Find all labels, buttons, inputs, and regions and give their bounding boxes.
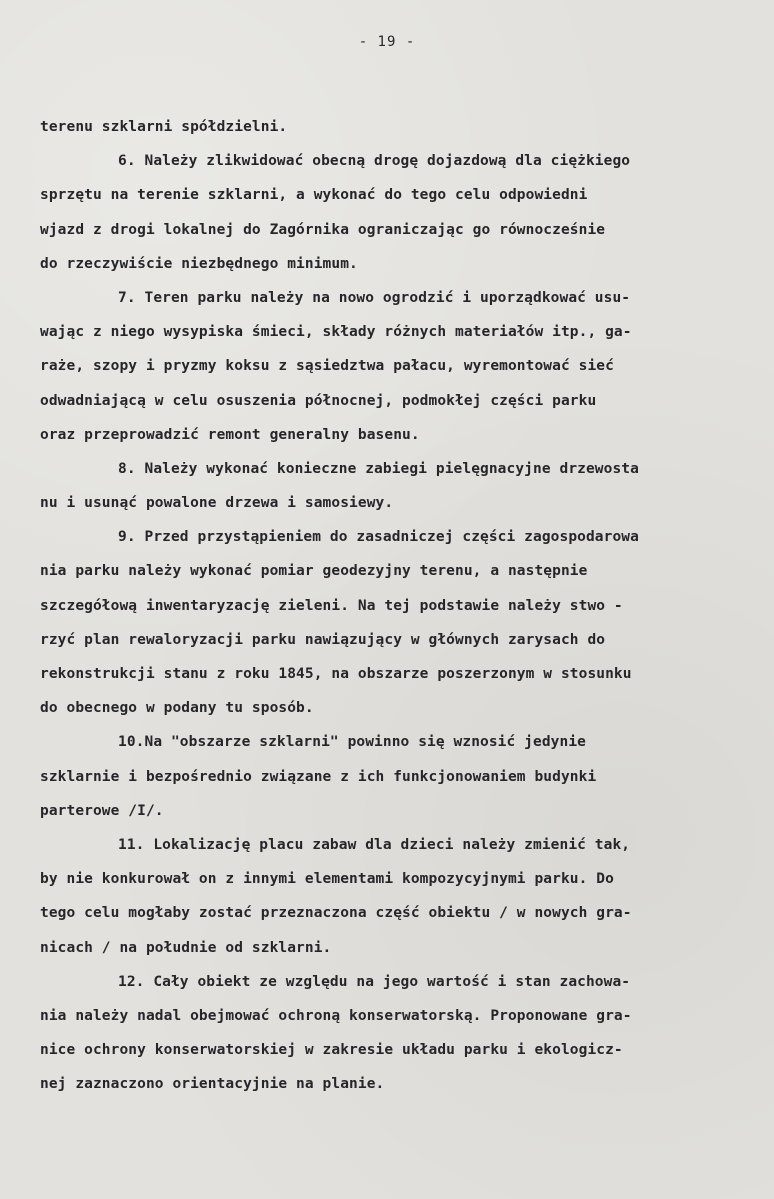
text-line: szklarnie i bezpośrednio związane z ich funkcjonowaniem budynki xyxy=(40,768,597,785)
text-line: wjazd z drogi lokalnej do Zagórnika ograniczając go równocześnie xyxy=(40,221,606,238)
paragraph-6-line: 6. Należy zlikwidować obecną drogę dojazdową dla ciężkiego xyxy=(118,153,631,170)
document-body xyxy=(40,117,720,1108)
text-line: nice ochrony konserwatorskiej w zakresie układu parku i ekologicz- xyxy=(40,1042,623,1059)
paragraph-7-line: 7. Teren parku należy na nowo ogrodzić i uporządkować usu- xyxy=(118,289,631,306)
text-line: nej zaznaczono orientacyjnie na planie. xyxy=(40,1076,385,1093)
text-line: odwadniającą w celu osuszenia północnej, podmokłej części parku xyxy=(40,392,597,409)
paragraph-9-line: 9. Przed przystąpieniem do zasadniczej części zagospodarowa xyxy=(118,529,639,546)
paragraph-12-line: 12. Cały obiekt ze względu na jego wartość i stan zachowa- xyxy=(118,973,631,990)
text-line: rzyć plan rewaloryzacji parku nawiązujący w głównych zarysach do xyxy=(40,631,606,648)
text-line: nia parku należy wykonać pomiar geodezyjny terenu, a następnie xyxy=(40,563,588,580)
text-line: by nie konkurował on z innymi elementami kompozycyjnymi parku. Do xyxy=(40,871,614,888)
text-line: terenu szklarni spółdzielni. xyxy=(40,119,288,135)
text-line: szczegółową inwentaryzację zieleni. Na tej podstawie należy stwo - xyxy=(40,597,623,614)
paragraph-8-line: 8. Należy wykonać konieczne zabiegi pielęgnacyjne drzewosta xyxy=(118,460,639,477)
text-line: tego celu mogłaby zostać przeznaczona część obiektu / w nowych gra- xyxy=(40,905,632,922)
text-line: sprzętu na terenie szklarni, a wykonać do tego celu odpowiedni xyxy=(40,187,588,204)
text-line: rekonstrukcji stanu z roku 1845, na obszarze poszerzonym w stosunku xyxy=(40,666,632,682)
page-number: - 19 - xyxy=(358,34,416,50)
text-line: nicach / na południe od szklarni. xyxy=(40,939,332,956)
text-line: raże, szopy i pryzmy koksu z sąsiedztwa pałacu, wyremontować sieć xyxy=(40,358,614,375)
text-line: nia należy nadal obejmować ochroną konserwatorską. Proponowane gra- xyxy=(40,1007,632,1024)
text-line: oraz przeprowadzić remont generalny basenu. xyxy=(40,426,420,443)
text-line: do rzeczywiście niezbędnego minimum. xyxy=(40,255,358,272)
text-line: wając z niego wysypiska śmieci, składy różnych materiałów itp., ga- xyxy=(40,324,632,341)
paragraph-11-line: 11. Lokalizację placu zabaw dla dzieci należy zmienić tak, xyxy=(118,836,631,853)
text-line: do obecnego w podany tu sposób. xyxy=(40,700,314,717)
text-line: parterowe /I/. xyxy=(40,802,164,819)
text-line: nu i usunąć powalone drzewa i samosiewy. xyxy=(40,495,394,512)
paragraph-10-line: 10.Na "obszarze szklarni" powinno się wznosić jedynie xyxy=(118,734,586,751)
